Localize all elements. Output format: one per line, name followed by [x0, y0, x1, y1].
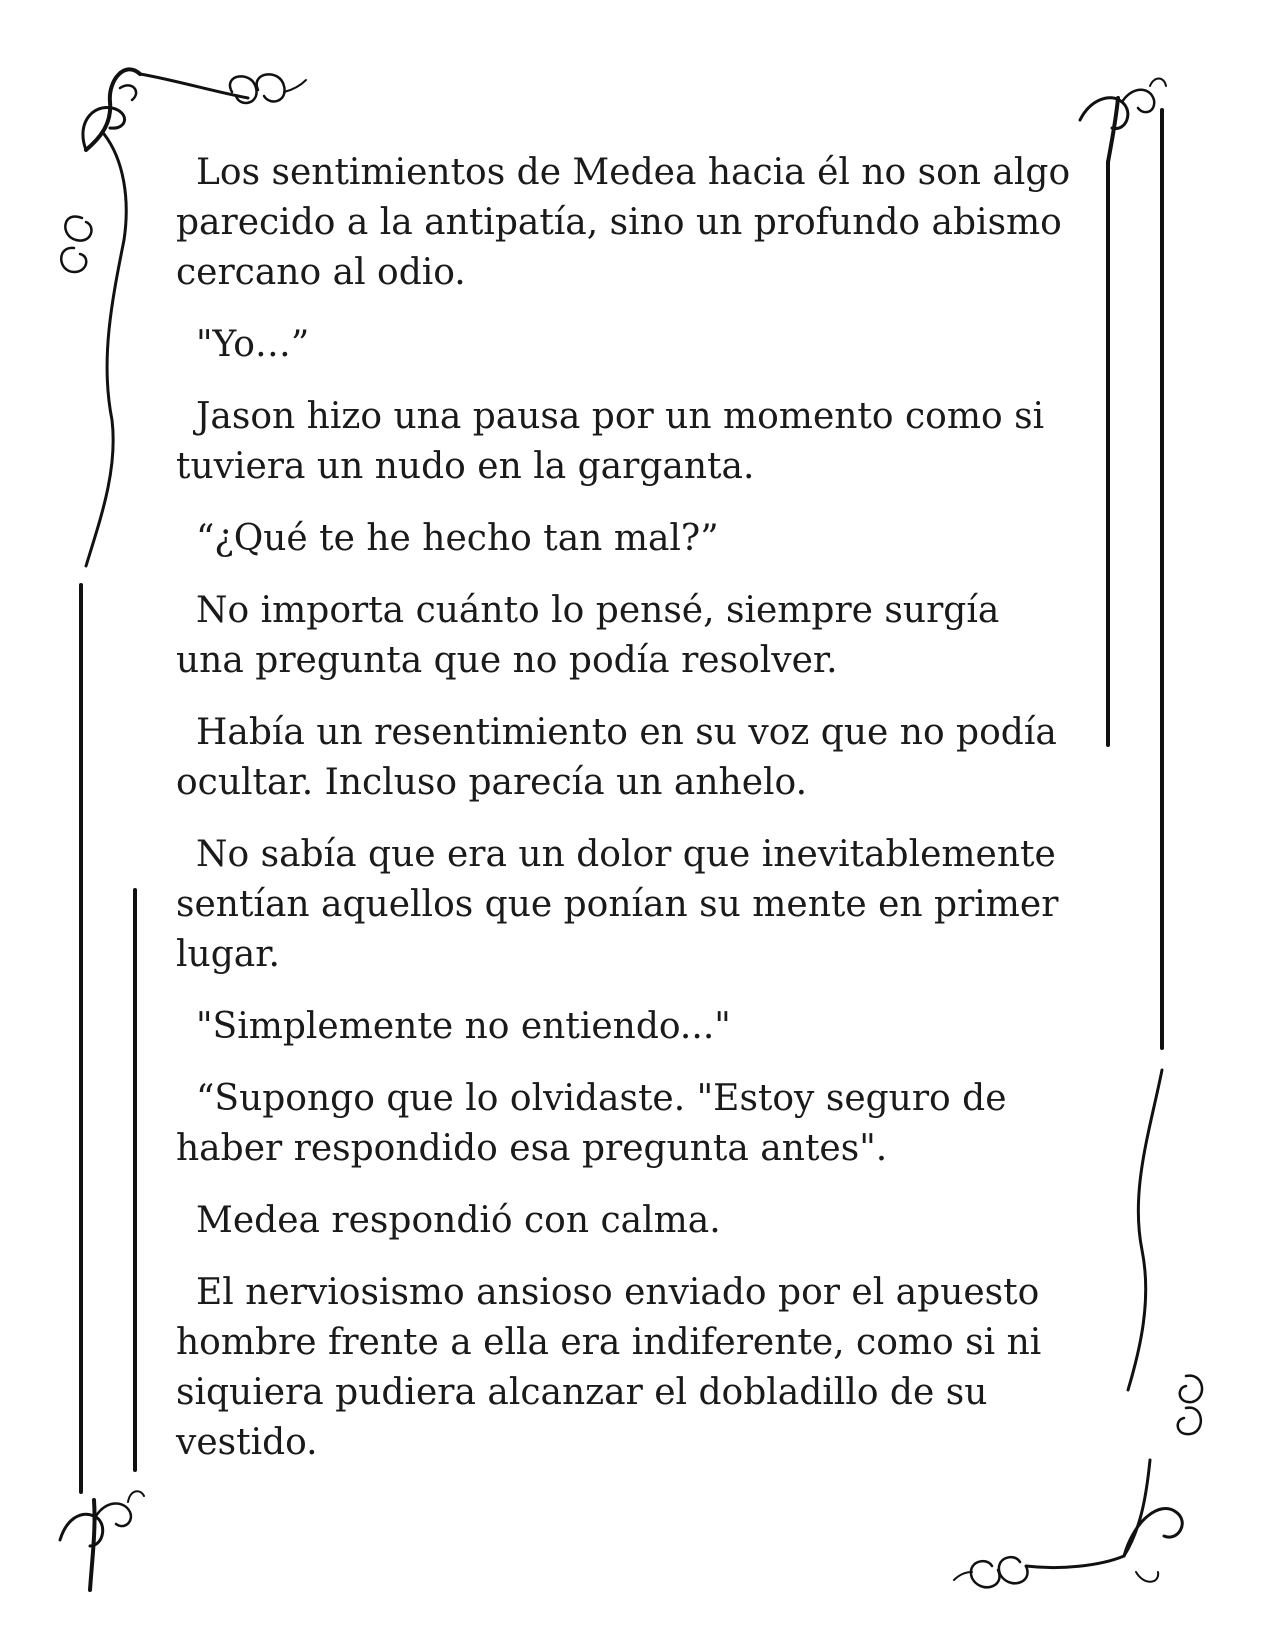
paragraph: “¿Qué te he hecho tan mal?” [196, 518, 719, 559]
paragraph: No importa cuánto lo pensé, siempre surgía una pregunta que no podía resolver. [176, 590, 1000, 681]
paragraph: No sabía que era un dolor que inevitablemente sentían aquellos que ponían su mente en primer lugar. [176, 834, 1059, 975]
paragraph: "Simplemente no entiendo..." [196, 1006, 731, 1047]
paragraph: “Supongo que lo olvidaste. "Estoy seguro de haber respondido esa pregunta antes". [176, 1078, 1007, 1169]
bottom-left-flourish [60, 1491, 144, 1590]
paragraph: "Yo…” [196, 324, 310, 365]
paragraph: Jason hizo una pausa por un momento como si tuviera un nudo en la garganta. [176, 396, 1045, 487]
paragraph: El nerviosismo ansioso enviado por el apuesto hombre frente a ella era indiferente, como si ni siquiera pudiera alcanzar el dobladillo de su vestido. [176, 1272, 1042, 1463]
paragraph: Medea respondió con calma. [196, 1200, 721, 1241]
story-text [176, 148, 1076, 1490]
top-right-flourish [1080, 79, 1166, 163]
paragraph: Los sentimientos de Medea hacia él no son algo parecido a la antipatía, sino un profundo abismo cercano al odio. [176, 152, 1071, 293]
paragraph: Había un resentimiento en su voz que no podía ocultar. Incluso parecía un anhelo. [176, 712, 1057, 803]
